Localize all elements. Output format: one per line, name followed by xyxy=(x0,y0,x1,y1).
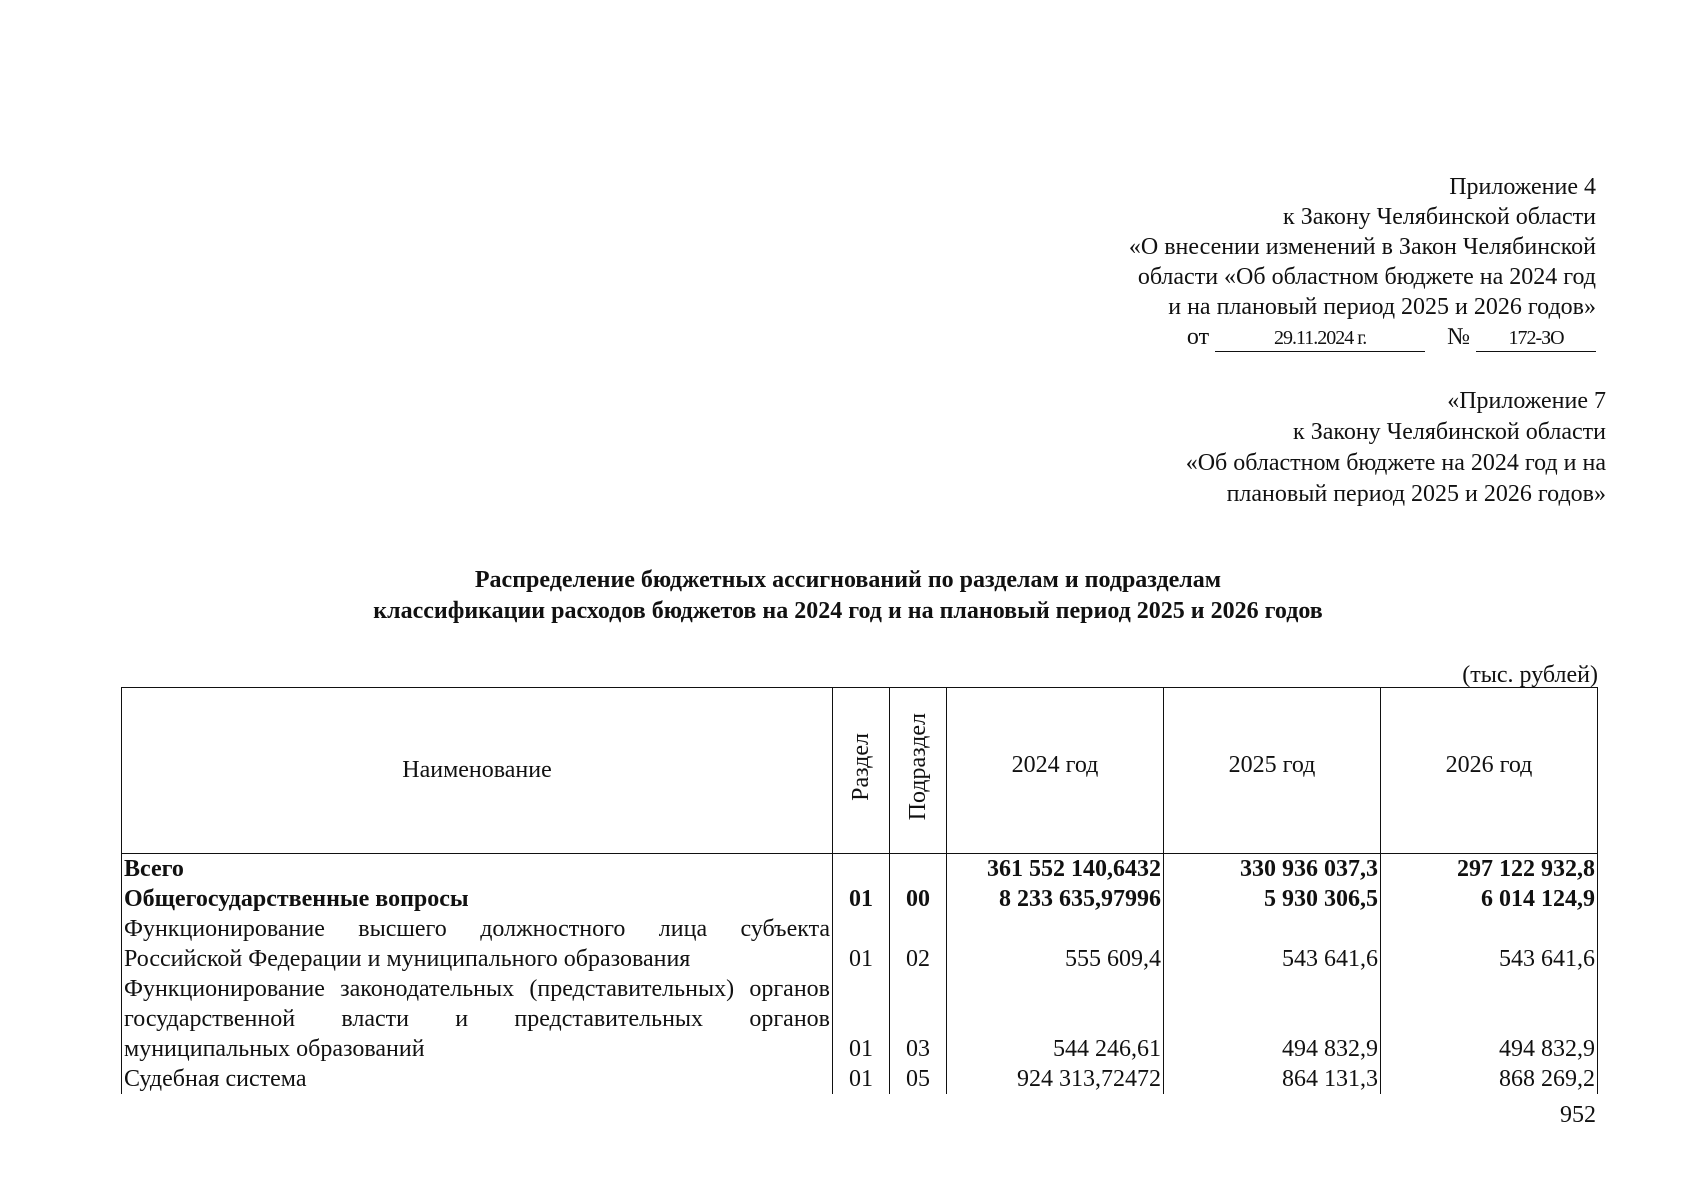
table-row xyxy=(122,1064,1598,1094)
row-name: Судебная система xyxy=(122,1064,833,1094)
table-header-row xyxy=(122,688,1598,854)
row-name: Всего xyxy=(122,854,833,885)
row-value-2025: 864 131,3 xyxy=(1164,1064,1381,1094)
row-section xyxy=(833,854,890,885)
row-value-2024: 555 609,4 xyxy=(947,914,1164,974)
row-value-2026: 297 122 932,8 xyxy=(1381,854,1598,885)
title-line-2: классификации расходов бюджетов на 2024 год и на плановый период 2025 и 2026 годов xyxy=(373,598,1323,624)
appendix-line: к Закону Челябинской области xyxy=(1293,419,1606,445)
budget-table xyxy=(121,687,1598,1094)
law-number: 172-ЗО xyxy=(1476,325,1596,352)
row-section: 01 xyxy=(833,914,890,974)
appendix-line: «Приложение 7 xyxy=(1447,388,1606,414)
header-line: Приложение 4 xyxy=(1449,174,1596,200)
amendment-header xyxy=(956,172,1596,352)
subsection-header-label: Подраздел xyxy=(904,713,931,821)
row-value-2025: 5 930 306,5 xyxy=(1164,884,1381,914)
row-subsection: 05 xyxy=(890,1064,947,1094)
row-subsection: 02 xyxy=(890,914,947,974)
table-row xyxy=(122,854,1598,885)
table-row xyxy=(122,884,1598,914)
column-header-2026: 2026 год xyxy=(1381,688,1598,854)
original-appendix-header xyxy=(966,386,1606,510)
document-title xyxy=(0,565,1696,627)
row-value-2024: 544 246,61 xyxy=(947,974,1164,1064)
title-line-1: Распределение бюджетных ассигнований по разделам и подразделам xyxy=(474,567,1222,593)
row-value-2025: 543 641,6 xyxy=(1164,914,1381,974)
appendix-line: плановый период 2025 и 2026 годов» xyxy=(1226,481,1606,507)
table-row xyxy=(122,914,1598,974)
row-name: Общегосударственные вопросы xyxy=(122,884,833,914)
column-header-2024: 2024 год xyxy=(947,688,1164,854)
row-name: Функционирование законодательных (представительных) органов государственной власти и представительных органов муниципальных образований xyxy=(122,974,833,1064)
row-value-2026: 868 269,2 xyxy=(1381,1064,1598,1094)
row-subsection: 03 xyxy=(890,974,947,1064)
number-prefix: № xyxy=(1447,324,1470,350)
row-value-2025: 330 936 037,3 xyxy=(1164,854,1381,885)
law-date-number-line xyxy=(956,322,1596,352)
header-line: к Закону Челябинской области xyxy=(1283,204,1596,230)
units-label: (тыс. рублей) xyxy=(1462,662,1598,688)
row-section: 01 xyxy=(833,974,890,1064)
table-row xyxy=(122,974,1598,1064)
appendix-line: «Об областном бюджете на 2024 год и на xyxy=(1185,450,1606,476)
section-header-label: Раздел xyxy=(847,733,874,801)
row-value-2026: 6 014 124,9 xyxy=(1381,884,1598,914)
header-line: «О внесении изменений в Закон Челябинской xyxy=(1128,234,1596,260)
row-section: 01 xyxy=(833,1064,890,1094)
row-subsection: 00 xyxy=(890,884,947,914)
law-date: 29.11.2024 г. xyxy=(1215,325,1425,352)
row-value-2024: 361 552 140,6432 xyxy=(947,854,1164,885)
row-value-2024: 924 313,72472 xyxy=(947,1064,1164,1094)
column-header-name: Наименование xyxy=(122,688,833,854)
header-line: области «Об областном бюджете на 2024 год xyxy=(1137,264,1596,290)
row-value-2025: 494 832,9 xyxy=(1164,974,1381,1064)
column-header-subsection xyxy=(890,688,947,854)
row-name: Функционирование высшего должностного лица субъекта Российской Федерации и муниципального образования xyxy=(122,914,833,974)
row-value-2026: 494 832,9 xyxy=(1381,974,1598,1064)
column-header-section xyxy=(833,688,890,854)
row-section: 01 xyxy=(833,884,890,914)
row-subsection xyxy=(890,854,947,885)
page-number: 952 xyxy=(1560,1102,1596,1128)
column-header-2025: 2025 год xyxy=(1164,688,1381,854)
header-line: и на плановый период 2025 и 2026 годов» xyxy=(1168,294,1596,320)
row-value-2024: 8 233 635,97996 xyxy=(947,884,1164,914)
row-value-2026: 543 641,6 xyxy=(1381,914,1598,974)
date-prefix: от xyxy=(1186,324,1210,350)
